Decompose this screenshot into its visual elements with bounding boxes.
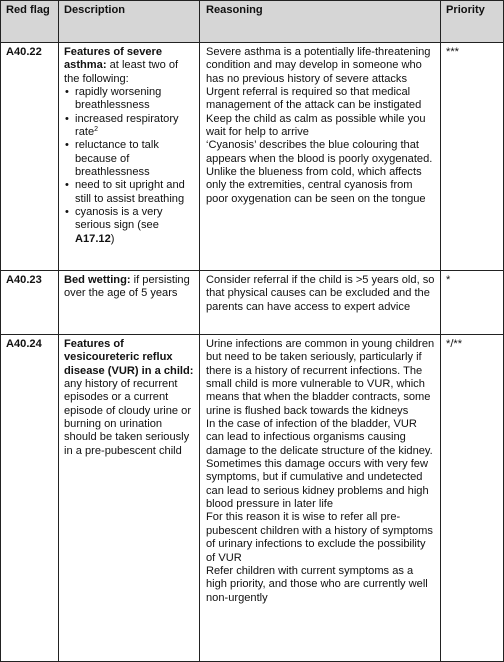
description-title: Features of severe asthma: <box>64 46 163 72</box>
footnote-marker: 2 <box>94 126 99 134</box>
list-item: • reluctance to talk because of breathlessness <box>65 139 159 179</box>
description-text: at least two of the following: <box>64 59 179 85</box>
header-description: Description <box>59 1 200 42</box>
header-red-flag: Red flag <box>1 1 59 42</box>
reasoning-paragraph: Consider referral if the child is >5 years old, so that physical causes can be excluded and the parents can have access to expert advice <box>206 274 435 313</box>
header-priority: Priority <box>446 4 485 16</box>
bullet-icon: • <box>65 112 69 125</box>
reasoning-paragraph: ‘Cyanosis’ describes the blue colouring that appears when the blood is poorly oxygenated. Unlike the blueness from cold, which affects only the extremities, central cyanosis from poor oxygenation can be seen on the tongue <box>206 139 433 205</box>
reasoning-paragraph: Refer children with current symptoms as a high priority, and those who are currently well non-urgently <box>206 564 428 604</box>
description-cell <box>59 43 200 271</box>
table-row <box>1 334 503 662</box>
header-reasoning: Reasoning <box>200 1 441 42</box>
description-text: if persisting over the age of 5 years <box>64 274 190 300</box>
list-item: • need to sit upright and still to assist breathing <box>65 179 185 205</box>
flag-cell <box>1 43 59 271</box>
flag-code: A40.22 <box>6 46 42 58</box>
priority-rating: */** <box>446 338 463 350</box>
reasoning-paragraph: Urine infections are common in young children but need to be taken seriously, particularly if there is a history of recurrent infections. The small child is more vulnerable to VUR, which means that when the bladder contracts, some urine is flushed back towards the kidneys <box>206 338 435 417</box>
bullet-icon: • <box>65 86 69 99</box>
priority-cell <box>441 43 503 271</box>
reasoning-paragraph: Keep the child as calm as possible while you wait for help to arrive <box>206 112 426 139</box>
table-row <box>1 270 503 335</box>
description-cell <box>59 271 200 335</box>
priority-cell <box>441 271 503 335</box>
symptom-list <box>64 86 195 246</box>
flag-code: A40.23 <box>6 274 42 286</box>
description-title: Features of vesicoureteric reflux disease (VUR) in a child: <box>64 338 194 377</box>
flag-code: A40.24 <box>6 338 42 350</box>
reasoning-cell <box>200 335 441 662</box>
priority-rating: *** <box>446 46 459 58</box>
bullet-icon: • <box>65 179 69 192</box>
flag-cell <box>1 271 59 335</box>
bullet-icon: • <box>65 206 69 219</box>
list-item: • increased respiratory rate$^2$ <box>65 112 179 139</box>
reasoning-paragraph: Severe asthma is a potentially life-threatening condition and may develop in someone who has no previous history of severe attacks <box>206 46 431 85</box>
flag-cell <box>1 335 59 662</box>
reasoning-paragraph: Urgent referral is required so that medical management of the attack can be instigated <box>206 86 422 112</box>
list-item: • cyanosis is a very serious sign (see A17.12) <box>65 206 163 245</box>
priority-rating: * <box>446 274 451 286</box>
bullet-icon: • <box>65 139 69 152</box>
table-header-row <box>1 1 503 42</box>
cross-reference: A17.12 <box>75 232 111 245</box>
description-title: Bed wetting: <box>64 274 131 286</box>
reasoning-cell <box>200 43 441 271</box>
table-row <box>1 42 503 271</box>
description-text: any history of recurrent episodes or a current episode of cloudy urine or burning on urination should be taken seriously in a pre-pubescent child <box>64 378 192 457</box>
reasoning-paragraph: For this reason it is wise to refer all pre-pubescent children with a history of symptoms of urinary infections to exclude the possibility of VUR <box>206 511 433 564</box>
reasoning-cell <box>200 271 441 335</box>
list-item: • rapidly worsening breathlessness <box>65 86 162 112</box>
description-cell <box>59 335 200 662</box>
priority-cell <box>441 335 503 662</box>
reasoning-paragraph: In the case of infection of the bladder, VUR can lead to infectious organisms causing damage to the delicate structure of the kidney. Sometimes this damage occurs with very few symptoms, but if cumulative and undetected can lead to serious kidney problems and high blood pressure in later life <box>206 418 433 511</box>
